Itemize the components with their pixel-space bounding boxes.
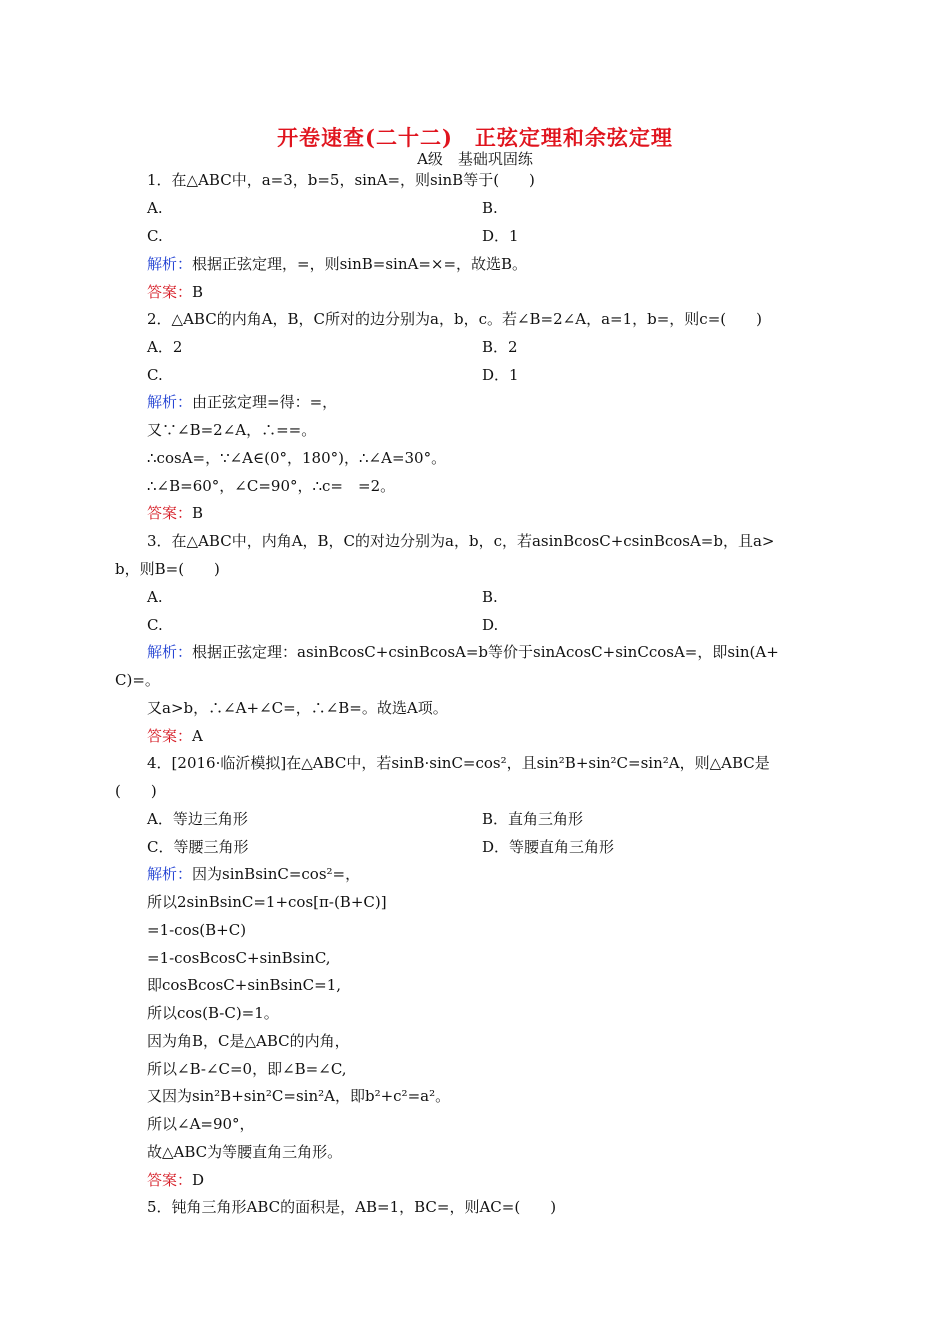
- q4-analysis-line: =1-cosBcosC+sinBsinC,: [147, 949, 331, 967]
- q4-analysis-line: 故△ABC为等腰直角三角形。: [147, 1143, 343, 1161]
- q4-analysis-line: 所以∠A=90°，: [147, 1115, 255, 1133]
- q2-analysis-line: ∴∠B=60°，∠C=90°，∴c= =2。: [147, 477, 396, 495]
- q2-analysis-line: 又∵∠B=2∠A，∴==。: [147, 421, 317, 439]
- q4-analysis-line: =1-cos(B+C): [147, 921, 247, 939]
- analysis-label: 解析：: [147, 643, 193, 661]
- q4-answer: [147, 1170, 204, 1190]
- q4-analysis-line: 又因为sin²B+sin²C=sin²A，即b²+c²=a²。: [147, 1087, 451, 1105]
- q2-answer: [147, 503, 203, 523]
- answer-label: 答案：: [147, 727, 193, 745]
- q4-option-a: A．等边三角形: [147, 810, 248, 828]
- q5-stem: 5．钝角三角形ABC的面积是，AB=1，BC=，则AC=( ): [147, 1198, 557, 1216]
- q3-answer-value: A: [192, 727, 203, 745]
- q1-option-c: C.: [147, 227, 163, 245]
- q3-analysis-text: 根据正弦定理：asinBcosC+csinBcosA=b等价于sinAcosC+sinCcosA=，即sin(A+: [192, 643, 779, 661]
- q1-option-b: B.: [482, 199, 498, 217]
- q4-stem-cont: ( ): [115, 782, 157, 800]
- q1-answer-value: B: [192, 283, 204, 301]
- q2-option-c: C.: [147, 366, 163, 384]
- q4-analysis-line: 所以cos(B-C)=1。: [147, 1004, 279, 1022]
- answer-label: 答案：: [147, 1171, 193, 1189]
- q3-option-d: D.: [482, 616, 499, 634]
- q4-option-d: D．等腰直角三角形: [482, 838, 615, 856]
- analysis-label: 解析：: [147, 255, 193, 273]
- q2-option-d: D．1: [482, 366, 519, 384]
- q2-analysis: [147, 392, 337, 412]
- q4-option-c: C．等腰三角形: [147, 838, 249, 856]
- answer-label: 答案：: [147, 504, 193, 522]
- q2-stem: 2．△ABC的内角A，B，C所对的边分别为a，b，c。若∠B=2∠A，a=1，b=，则c=( ): [147, 310, 762, 328]
- q3-analysis: [147, 642, 779, 662]
- q4-option-b: B．直角三角形: [482, 810, 584, 828]
- q2-option-b: B．2: [482, 338, 518, 356]
- q2-analysis-line: ∴cosA=，∵∠A∈(0°，180°)，∴∠A=30°。: [147, 449, 447, 467]
- q4-analysis-line: 即cosBcosC+sinBsinC=1,: [147, 976, 342, 994]
- q3-stem-cont: b，则B=( ): [115, 560, 220, 578]
- q1-option-a: A.: [147, 199, 163, 217]
- q3-answer: [147, 726, 203, 746]
- q2-analysis-text: 由正弦定理=得：=，: [192, 393, 338, 411]
- q2-answer-value: B: [192, 504, 204, 522]
- q3-option-a: A.: [147, 588, 163, 606]
- answer-label: 答案：: [147, 283, 193, 301]
- section-subtitle: A级 基础巩固练: [417, 150, 533, 168]
- q1-option-d: D．1: [482, 227, 519, 245]
- q3-analysis-line: 又a>b，∴∠A+∠C=，∴∠B=。故选A项。: [147, 699, 448, 717]
- q1-analysis-text: 根据正弦定理，=，则sinB=sinA=×=，故选B。: [192, 255, 528, 273]
- analysis-label: 解析：: [147, 393, 193, 411]
- q4-analysis-text: 因为sinBsinC=cos²=，: [192, 865, 361, 883]
- q4-analysis-line: 因为角B，C是△ABC的内角，: [147, 1032, 350, 1050]
- q4-stem: 4．[2016·临沂模拟]在△ABC中，若sinB·sinC=cos²，且sin²B+sin²C=sin²A，则△ABC是: [147, 754, 770, 772]
- q3-stem: 3．在△ABC中，内角A，B，C的对边分别为a，b，c，若asinBcosC+csinBcosA=b，且a>: [147, 532, 775, 550]
- q3-option-b: B.: [482, 588, 498, 606]
- q3-option-c: C.: [147, 616, 163, 634]
- q1-answer: [147, 282, 203, 302]
- q4-analysis: [147, 864, 360, 884]
- analysis-label: 解析：: [147, 865, 193, 883]
- q1-stem: 1．在△ABC中，a=3，b=5，sinA=，则sinB等于( ): [147, 171, 535, 189]
- q1-analysis: [147, 254, 527, 274]
- q4-analysis-line: 所以2sinBsinC=1+cos[π-(B+C)]: [147, 893, 387, 911]
- page-title: 开卷速查(二十二) 正弦定理和余弦定理: [277, 125, 673, 150]
- q3-analysis-line: C)=。: [115, 671, 160, 689]
- q4-answer-value: D: [192, 1171, 205, 1189]
- q4-analysis-line: 所以∠B-∠C=0，即∠B=∠C,: [147, 1060, 347, 1078]
- q2-option-a: A．2: [147, 338, 183, 356]
